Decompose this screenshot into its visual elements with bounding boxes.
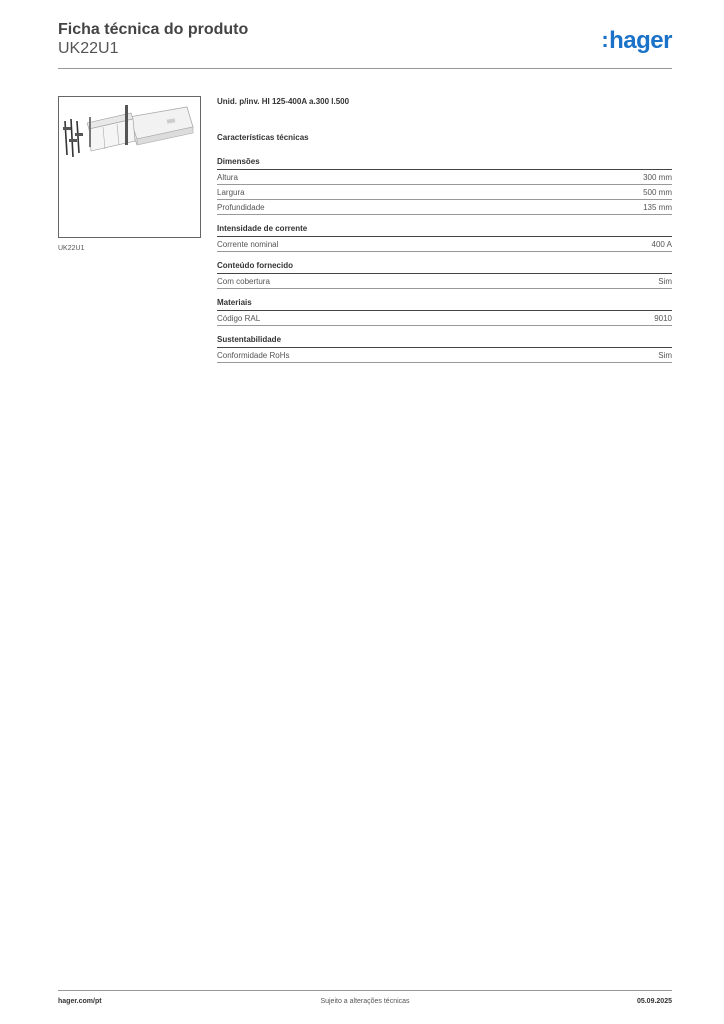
- section-sustainability: [217, 334, 672, 363]
- product-image: [58, 96, 201, 238]
- section-supplied-content: [217, 260, 672, 289]
- footer-divider: [58, 990, 672, 991]
- spec-value: 300 mm: [643, 173, 672, 182]
- spec-row: [217, 237, 672, 252]
- product-code: UK22U1: [58, 40, 119, 57]
- spec-value: Sim: [658, 351, 672, 360]
- spec-label: Altura: [217, 173, 238, 182]
- section-dimensions: [217, 156, 672, 215]
- footer-note: Sujeito a alterações técnicas: [320, 998, 410, 1005]
- spec-row: [217, 185, 672, 200]
- spec-row: [217, 274, 672, 289]
- spec-content: [217, 96, 672, 371]
- spec-label: Código RAL: [217, 314, 261, 323]
- page-header: [58, 20, 672, 58]
- header-divider: [58, 68, 672, 69]
- section-title: Dimensões: [217, 156, 672, 170]
- spec-value: 500 mm: [643, 188, 672, 197]
- website-link[interactable]: hager.com/pt: [58, 998, 102, 1005]
- spec-value: Sim: [658, 277, 672, 286]
- spec-row: [217, 200, 672, 215]
- section-title: Conteúdo fornecido: [217, 260, 672, 274]
- spec-label: Largura: [217, 188, 245, 197]
- spec-value: 9010: [654, 314, 672, 323]
- product-photo-icon: [59, 97, 200, 237]
- section-current: [217, 223, 672, 252]
- spec-row: [217, 348, 672, 363]
- hager-logo: [601, 27, 672, 55]
- spec-label: Com cobertura: [217, 277, 270, 286]
- footer-date: 05.09.2025: [636, 998, 672, 1005]
- logo-colon-mark: :: [601, 27, 609, 52]
- spec-label: Profundidade: [217, 203, 265, 212]
- spec-label: Conformidade RoHs: [217, 351, 290, 360]
- spec-value: 400 A: [651, 240, 672, 249]
- image-caption: UK22U1: [58, 245, 85, 252]
- document-title: Ficha técnica do produto: [58, 21, 249, 38]
- logo-text: hager: [609, 27, 672, 54]
- spec-label: Corrente nominal: [217, 240, 279, 249]
- spec-row: [217, 311, 672, 326]
- section-title: Intensidade de corrente: [217, 223, 672, 237]
- section-title: Sustentabilidade: [217, 334, 672, 348]
- product-description: Unid. p/inv. HI 125-400A a.300 l.500: [217, 97, 350, 106]
- technical-characteristics-heading: Características técnicas: [217, 133, 309, 142]
- spec-value: 135 mm: [643, 203, 672, 212]
- spec-row: [217, 170, 672, 185]
- section-title: Materiais: [217, 297, 672, 311]
- section-materials: [217, 297, 672, 326]
